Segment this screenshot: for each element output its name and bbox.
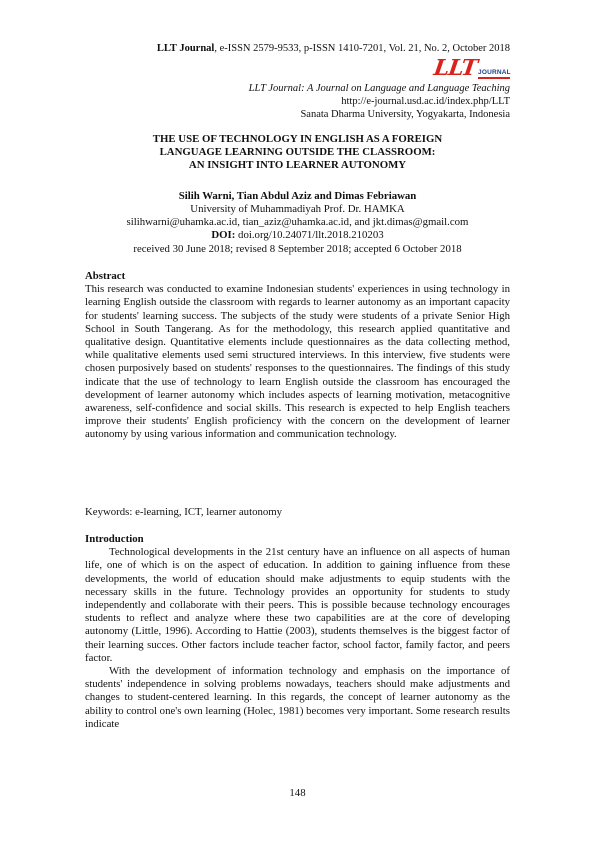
- title-line-2: LANGUAGE LEARNING OUTSIDE THE CLASSROOM:: [159, 146, 436, 158]
- logo-sub: JOURNAL: [478, 69, 511, 76]
- doi-value[interactable]: doi.org/10.24071/llt.2018.210203: [235, 229, 384, 241]
- abstract-heading: Abstract: [85, 270, 126, 282]
- journal-meta: , e-ISSN 2579-9533, p-ISSN 1410-7201, Vol. 21, No. 2, October 2018: [214, 43, 510, 54]
- title-line-3: AN INSIGHT INTO LEARNER AUTONOMY: [188, 159, 407, 171]
- abstract-body: This research was conducted to examine Indonesian students' experiences in using technology in learning English outside the classroom with regards to learner autonomy as an important capacity for students' learning success. The subjects of the study were students of a private Senior High School in South Tangerang. As for the methodology, this research applied quantitative and qualitative design. Quantitative elements include questionnaires as the data collecting method, while qualitative elements used semi structured interviews. In this interview, five students were chosen purposively based on students' responses to the questionnaires. The findings of this study indicate that the use of technology to learn English outside the classroom has encouraged the development of learner autonomy which includes aspects of learning motivation, metacognitive awareness, self-confidence and social skills. This research is expected to help English teachers improve their students' English proficiency with the concern on the development of learner autonomy by using various information and communication technology.: [85, 283, 510, 441]
- received-dates: received 30 June 2018; revised 8 September 2018; accepted 6 October 2018: [133, 243, 462, 255]
- author-affiliation: University of Muhammadiyah Prof. Dr. HAMKA: [190, 203, 405, 215]
- introduction-section: [85, 533, 510, 731]
- title-line-1: THE USE OF TECHNOLOGY IN ENGLISH AS A FOREIGN: [152, 133, 443, 145]
- introduction-heading: Introduction: [85, 533, 144, 545]
- introduction-paragraph-2: With the development of information technology and emphasis on the importance of students' independence in solving problems nowadays, teachers should make adjustments and changes to student-centered learning. In this regards, the concept of learner autonomy as the ability to control one's own learning (Holec, 1981) becomes very important. Some research results indicate: [85, 665, 511, 730]
- author-names: Silih Warni, Tian Abdul Aziz and Dimas Febriawan: [178, 190, 417, 202]
- logo-text: LLT: [432, 55, 479, 81]
- introduction-paragraph-1: Technological developments in the 21st century have an influence on all aspects of human life, one of which is on the aspect of education. In addition to gaining influence from these developments, the world of education should make adjustments to equip students with the necessary skills in the future. Technology provides an opportunity for students to study independently and collaborate with their peers. This is possible because technology encourages students to reflect and analyze where these two capabilities are at the core of developing autonomy (Little, 1996). According to Hattie (2003), students themselves is the biggest factor of their learning succes. Other factors include teacher factor, school factor, family factor, and peers factor.: [85, 546, 510, 664]
- page-number: 148: [289, 787, 306, 799]
- journal-name: LLT Journal: [156, 43, 215, 54]
- keywords: Keywords: e-learning, ICT, learner autonomy: [85, 506, 283, 518]
- journal-full-title: LLT Journal: A Journal on Language and Language Teaching: [248, 83, 510, 94]
- paper-title: [85, 133, 510, 172]
- logo-bar: [478, 77, 510, 79]
- journal-header: [157, 43, 510, 54]
- journal-university: Sanata Dharma University, Yogyakarta, Indonesia: [300, 109, 510, 120]
- doi-label: DOI:: [211, 229, 236, 241]
- llt-logo: [432, 55, 512, 82]
- doi-line: [85, 229, 510, 241]
- abstract-section: [85, 270, 510, 442]
- journal-url[interactable]: http://e-journal.usd.ac.id/index.php/LLT: [341, 96, 510, 107]
- author-emails: silihwarni@uhamka.ac.id, tian_aziz@uhamka.ac.id, and jkt.dimas@gmail.com: [126, 216, 469, 228]
